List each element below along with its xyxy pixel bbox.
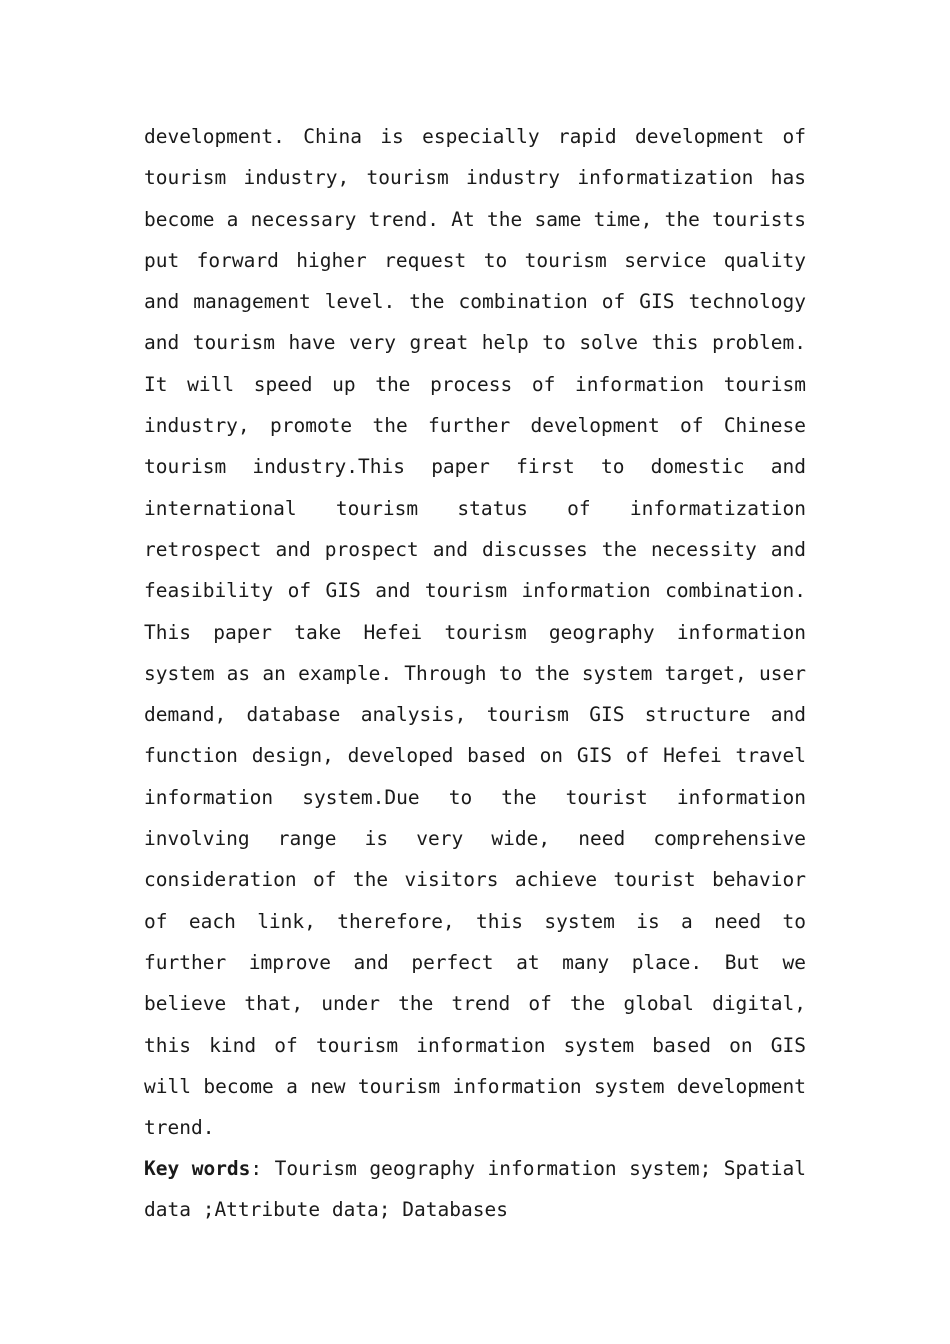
keywords-label: Key words bbox=[144, 1157, 251, 1181]
keywords-line bbox=[144, 1148, 806, 1230]
paper-page bbox=[144, 116, 806, 1230]
abstract-body-text: development. China is especially rapid development of tourism industry, tourism industry informatization has become a necessary trend. At the same time, the tourists put forward higher request to tourism service quality and management level. the combination of GIS technology and tourism have very great help to solve this problem. It will speed up the process of information tourism industry, promote the further development of Chinese tourism industry.This paper first to domestic and international tourism status of informatization retrospect and prospect and discusses the necessity and feasibility of GIS and tourism information combination. This paper take Hefei tourism geography information system as an example. Through to the system target, user demand, database analysis, tourism GIS structure and function design, developed based on GIS of Hefei travel information system.Due to the tourist information involving range is very wide, need comprehensive consideration of the visitors achieve tourist behavior of each link, therefore, this system is a need to further improve and perfect at many place. But we believe that, under the trend of the global digital, this kind of tourism information system based on GIS will become a new tourism information system development trend. bbox=[144, 125, 806, 1140]
keywords-separator: : bbox=[250, 1157, 275, 1181]
keywords-text: Tourism geography information system; Spatial data ;Attribute data; Databases bbox=[144, 1157, 806, 1222]
